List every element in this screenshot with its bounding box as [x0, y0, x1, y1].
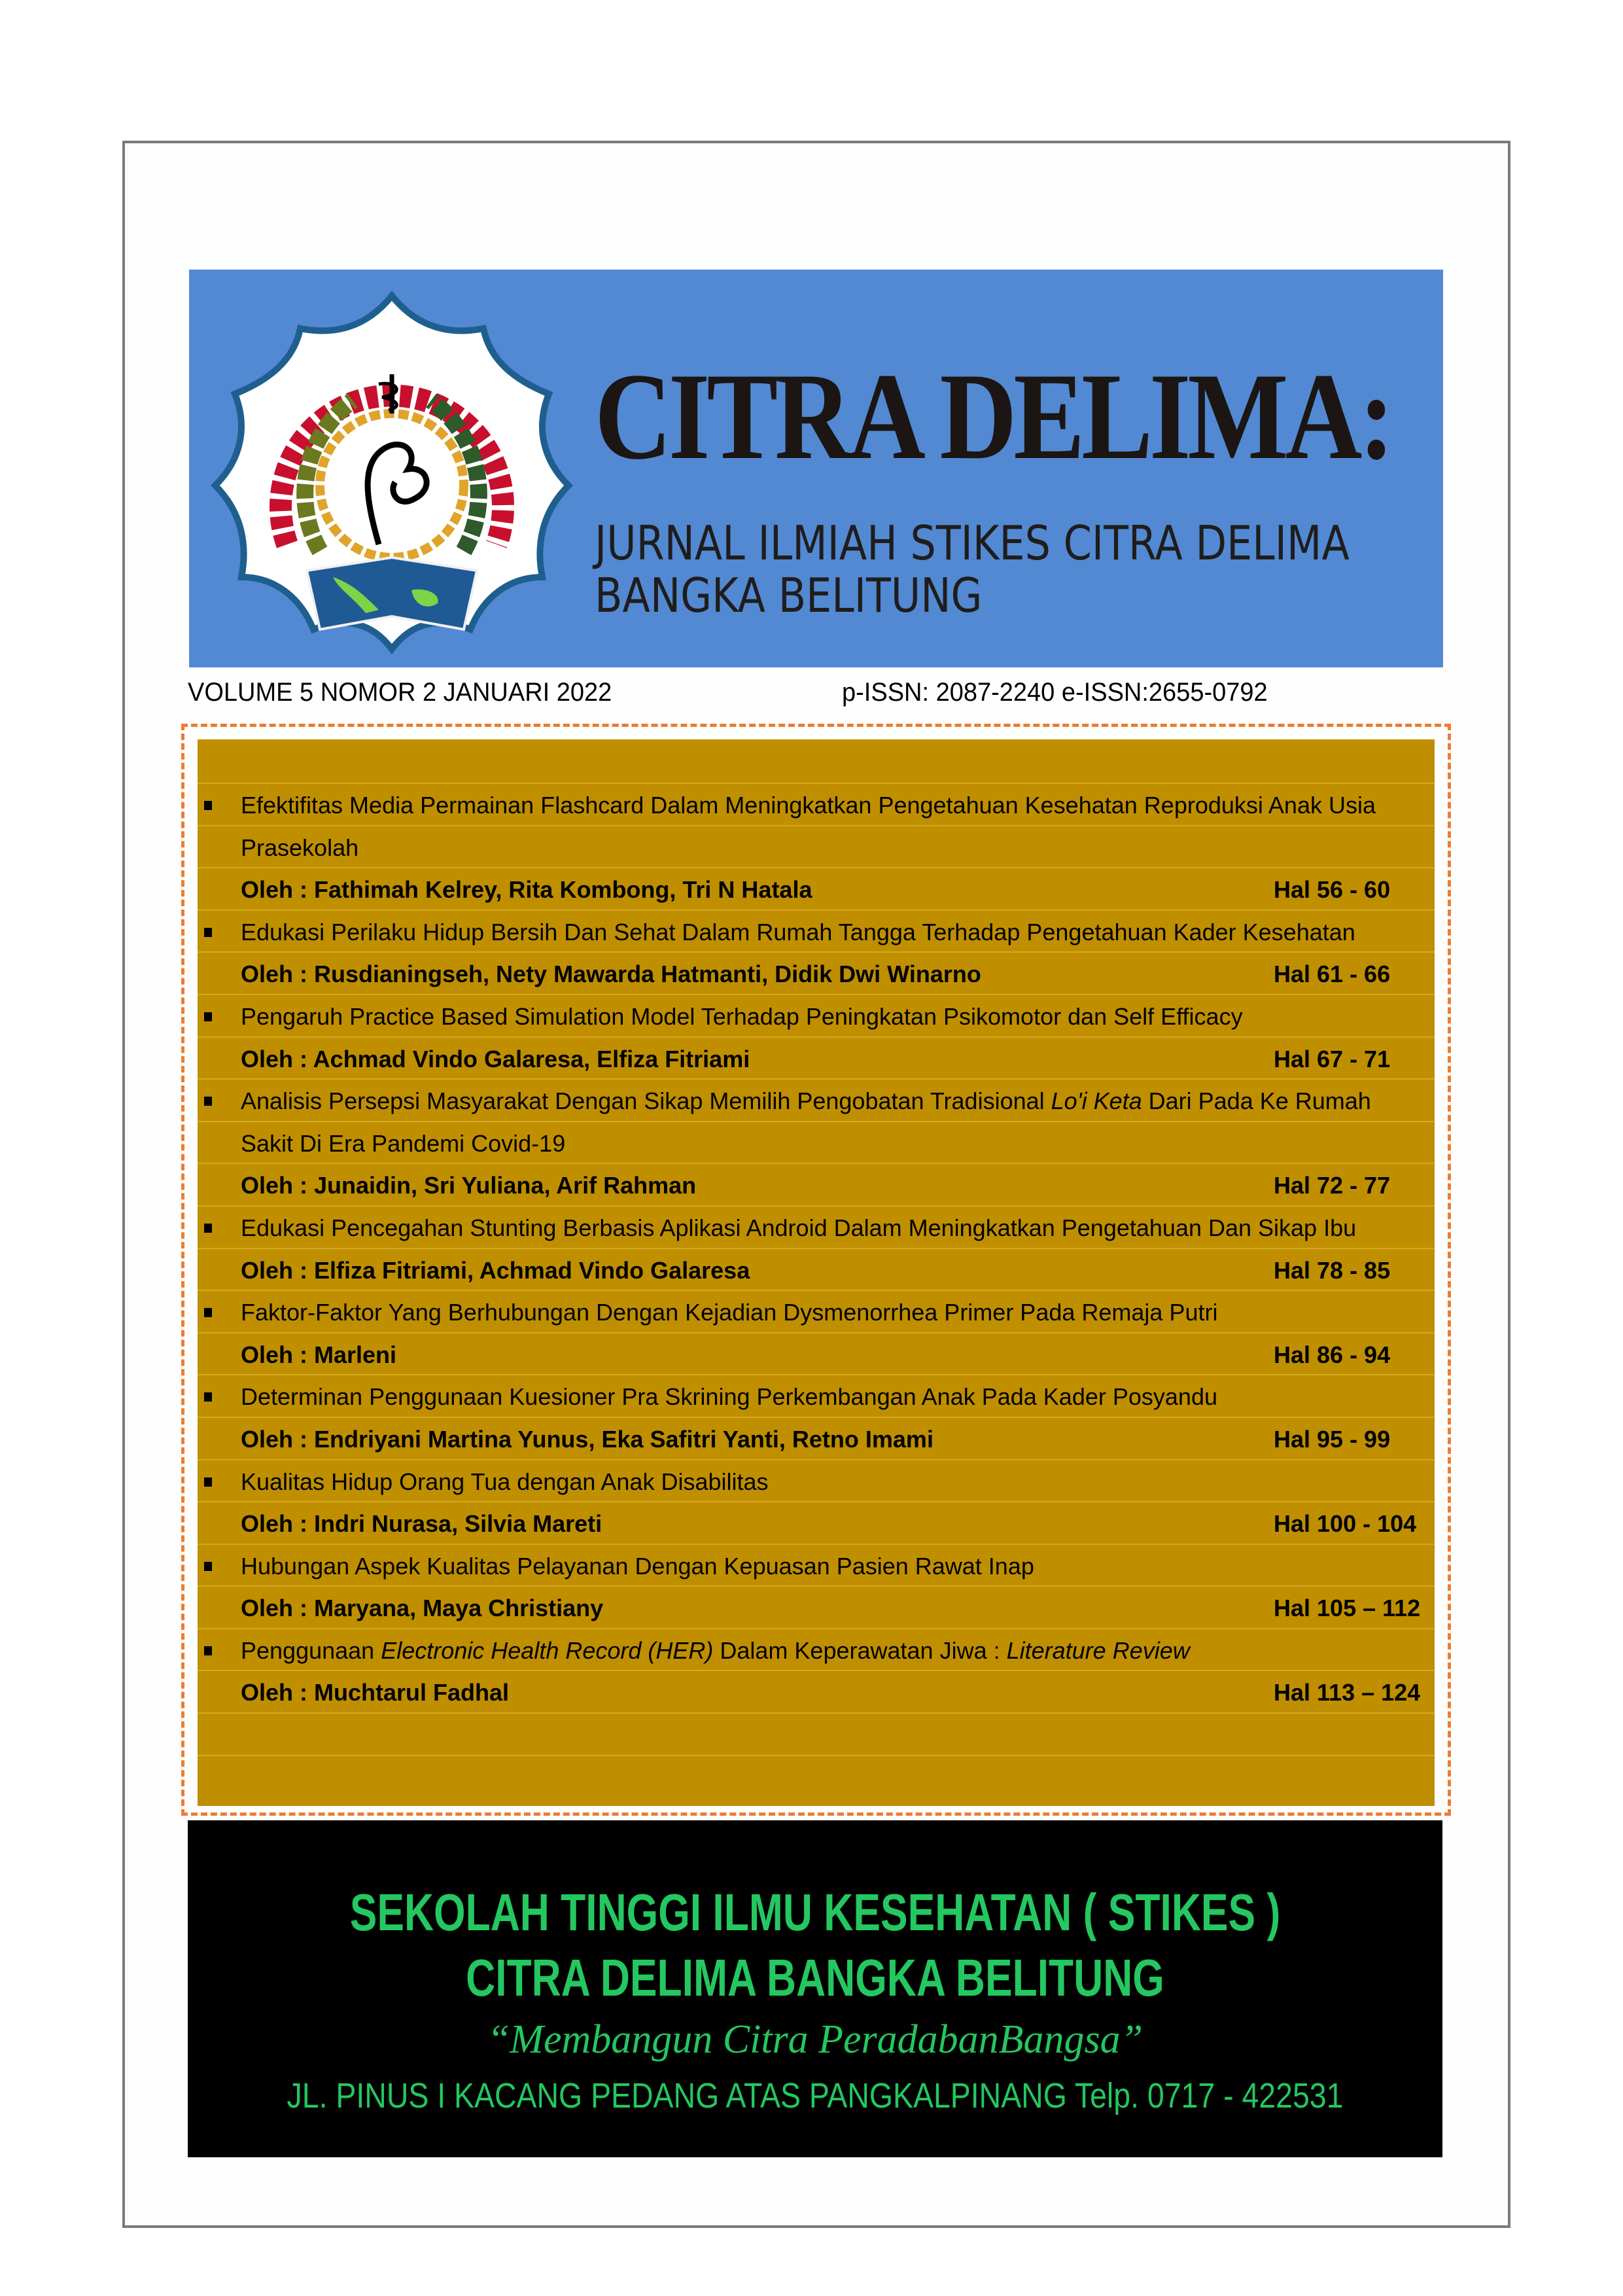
bullet-icon — [204, 1392, 212, 1402]
article-title: Kualitas Hidup Orang Tua dengan Anak Disabilitas — [241, 1468, 769, 1495]
article-title-row — [198, 1375, 1435, 1418]
article-title-row — [198, 826, 1435, 869]
volume-info: VOLUME 5 NOMOR 2 JANUARI 2022 — [188, 678, 612, 707]
toc-spacer — [198, 739, 1435, 784]
article-author-row — [198, 1502, 1435, 1545]
article-pages: Hal 86 - 94 — [1274, 1341, 1391, 1368]
article-title-row — [198, 1207, 1435, 1249]
bullet-icon — [204, 1224, 212, 1233]
article-title-row — [198, 911, 1435, 953]
journal-subtitle-line1: JURNAL ILMIAH STIKES CITRA DELIMA — [595, 516, 1350, 571]
article-author-row — [198, 868, 1435, 911]
article-title: Faktor-Faktor Yang Berhubungan Dengan Kejadian Dysmenorrhea Primer Pada Remaja Putri — [241, 1299, 1218, 1326]
article-title-row — [198, 1080, 1435, 1122]
article-title-continued: Prasekolah — [241, 834, 359, 861]
bullet-icon — [204, 1646, 212, 1655]
article-title-row — [198, 1629, 1435, 1672]
article-title: Efektifitas Media Permainan Flashcard Dalam Meningkatkan Pengetahuan Kesehatan Reproduksi Anak Usia — [241, 792, 1376, 819]
bullet-icon — [204, 928, 212, 937]
article-title: Pengaruh Practice Based Simulation Model Terhadap Peningkatan Psikomotor dan Self Efficacy — [241, 1002, 1243, 1030]
article-title-row — [198, 995, 1435, 1038]
article-authors: Oleh : Marleni — [241, 1341, 397, 1368]
article-authors: Oleh : Indri Nurasa, Silvia Mareti — [241, 1510, 602, 1538]
article-author-row — [198, 1671, 1435, 1714]
empty-row — [198, 1714, 1435, 1756]
institution-location: CITRA DELIMA BANGKA BELITUNG — [466, 1949, 1164, 2007]
journal-header — [189, 270, 1443, 667]
article-pages: Hal 61 - 66 — [1274, 961, 1391, 988]
article-pages: Hal 113 – 124 — [1274, 1679, 1421, 1706]
article-title-row — [198, 1545, 1435, 1587]
article-author-row — [198, 1418, 1435, 1460]
article-author-row — [198, 953, 1435, 995]
article-authors: Oleh : Fathimah Kelrey, Rita Kombong, Tri N Hatala — [241, 876, 812, 904]
article-title: Hubungan Aspek Kualitas Pelayanan Dengan Kepuasan Pasien Rawat Inap — [241, 1552, 1034, 1580]
bullet-icon — [204, 1477, 212, 1487]
article-authors: Oleh : Elfiza Fitriami, Achmad Vindo Galaresa — [241, 1256, 750, 1284]
institution-name: SEKOLAH TINGGI ILMU KESEHATAN ( STIKES ) — [349, 1883, 1281, 1941]
article-title: Edukasi Perilaku Hidup Bersih Dan Sehat Dalam Rumah Tangga Terhadap Pengetahuan Kader Kesehatan — [241, 918, 1355, 945]
table-of-contents — [198, 739, 1435, 1806]
article-title: Edukasi Pencegahan Stunting Berbasis Aplikasi Android Dalam Meningkatkan Pengetahuan Dan Sikap Ibu — [241, 1214, 1357, 1241]
article-authors: Oleh : Maryana, Maya Christiany — [241, 1595, 604, 1622]
article-author-row — [198, 1587, 1435, 1629]
article-title: Analisis Persepsi Masyarakat Dengan Sikap Memilih Pengobatan Tradisional Lo'i Keta Dari Pada Ke Rumah — [241, 1087, 1371, 1115]
article-authors: Oleh : Junaidin, Sri Yuliana, Arif Rahman — [241, 1172, 697, 1199]
article-pages: Hal 100 - 104 — [1274, 1510, 1417, 1538]
article-title-row — [198, 784, 1435, 826]
institution-address: JL. PINUS I KACANG PEDANG ATAS PANGKALPINANG Telp. 0717 - 422531 — [287, 2076, 1344, 2115]
article-authors: Oleh : Endriyani Martina Yunus, Eka Safitri Yanti, Retno Imami — [241, 1425, 934, 1453]
bullet-icon — [204, 1562, 212, 1571]
article-author-row — [198, 1164, 1435, 1207]
article-title-row — [198, 1122, 1435, 1165]
article-author-row — [198, 1249, 1435, 1292]
bullet-icon — [204, 1308, 212, 1317]
bullet-icon — [204, 1097, 212, 1106]
journal-subtitle-line2: BANGKA BELITUNG — [595, 568, 983, 623]
journal-title: CITRA DELIMA: — [595, 348, 1391, 486]
article-author-row — [198, 1038, 1435, 1080]
stikes-logo-icon — [202, 289, 582, 656]
article-pages: Hal 105 – 112 — [1274, 1595, 1421, 1622]
article-author-row — [198, 1333, 1435, 1376]
article-title-continued: Sakit Di Era Pandemi Covid-19 — [241, 1129, 566, 1157]
article-pages: Hal 72 - 77 — [1274, 1172, 1391, 1199]
article-authors: Oleh : Rusdianingseh, Nety Mawarda Hatmanti, Didik Dwi Winarno — [241, 961, 981, 988]
article-pages: Hal 56 - 60 — [1274, 876, 1391, 904]
issn-info: p-ISSN: 2087-2240 e-ISSN:2655-0792 — [842, 678, 1268, 707]
article-pages: Hal 78 - 85 — [1274, 1256, 1391, 1284]
institution-motto: “Membangun Citra PeradabanBangsa” — [487, 2017, 1143, 2062]
article-title-row — [198, 1460, 1435, 1503]
bullet-icon — [204, 801, 212, 810]
article-pages: Hal 95 - 99 — [1274, 1425, 1391, 1453]
article-title: Determinan Penggunaan Kuesioner Pra Skrining Perkembangan Anak Pada Kader Posyandu — [241, 1383, 1217, 1411]
bullet-icon — [204, 1012, 212, 1021]
article-pages: Hal 67 - 71 — [1274, 1045, 1391, 1072]
article-authors: Oleh : Achmad Vindo Galaresa, Elfiza Fitriami — [241, 1045, 750, 1072]
journal-subtitle — [595, 517, 1350, 622]
article-title-row — [198, 1291, 1435, 1333]
article-authors: Oleh : Muchtarul Fadhal — [241, 1679, 510, 1706]
institution-footer — [188, 1820, 1442, 2157]
article-title: Penggunaan Electronic Health Record (HER) Dalam Keperawatan Jiwa : Literature Review — [241, 1636, 1190, 1664]
